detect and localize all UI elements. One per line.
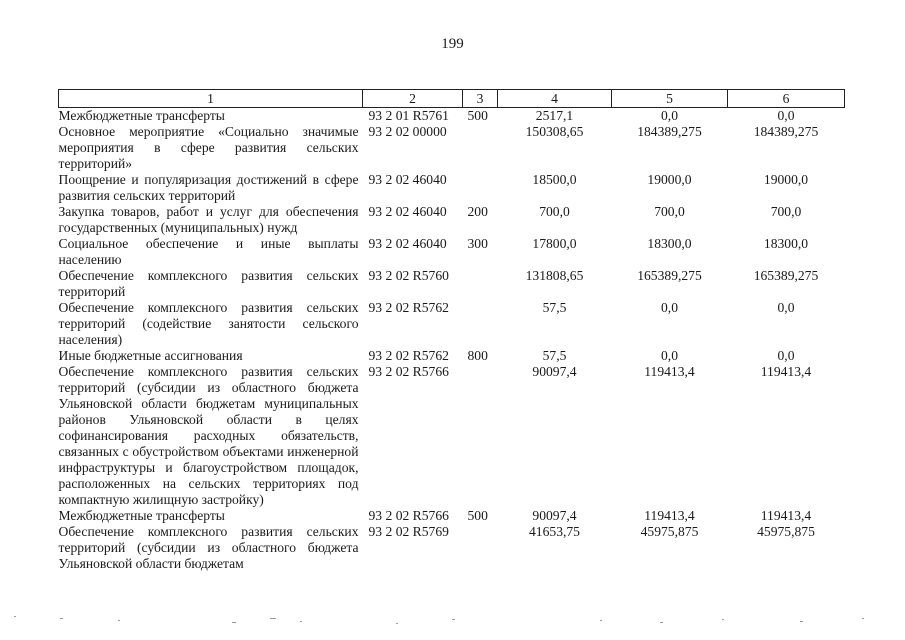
row-name-cell: Межбюджетные трансферты — [58, 508, 225, 523]
table-row — [59, 236, 845, 268]
row-code-cell: 93 2 02 R5766 — [368, 508, 449, 523]
row-code-cell: 93 2 02 46040 — [368, 204, 447, 219]
table-row — [59, 172, 845, 204]
row-value-2022-cell: 700,0 — [654, 204, 685, 219]
row-vr-cell: 200 — [467, 204, 488, 219]
row-code-cell: 93 2 02 46040 — [368, 172, 447, 187]
row-code-cell: 93 2 02 00000 — [368, 124, 447, 139]
table-row — [59, 364, 845, 508]
row-value-2023-cell: 18300,0 — [763, 236, 809, 251]
row-value-2023-cell: 19000,0 — [763, 172, 809, 187]
row-value-2022-cell: 165389,275 — [637, 268, 702, 283]
row-name-cell: Межбюджетные трансферты — [58, 108, 225, 123]
row-vr-cell — [463, 364, 498, 508]
row-vr-cell: 500 — [467, 108, 488, 123]
table-row — [59, 204, 845, 236]
row-vr-cell: 800 — [467, 348, 488, 363]
table-row — [59, 300, 845, 348]
row-value-2021-cell: 18500,0 — [532, 172, 577, 187]
row-value-2022-cell: 45975,875 — [640, 524, 699, 539]
row-value-2022-cell: 184389,275 — [637, 124, 702, 139]
row-name-cell: Обеспечение комплексного развития сельских территорий (субсидии из областного бюджета Ульяновской области бюджетам муниципальных районов Ульяновской области в целях софинансирования расходных обязательств, связанных с обустройством объектами инженерной инфраструктуры и благоустройством площадок, расположенных на сельских территориях под компактную жилищную застройку) — [58, 364, 359, 507]
row-value-2022-cell: 0,0 — [661, 108, 678, 123]
row-vr-cell — [463, 524, 498, 572]
row-name-cell: Обеспечение комплексного развития сельских территорий (содействие занятости сельского населения) — [58, 300, 359, 347]
row-value-2022-cell: 0,0 — [661, 348, 678, 363]
row-code-cell: 93 2 02 R5769 — [368, 524, 449, 539]
row-name-cell: Иные бюджетные ассигнования — [58, 348, 243, 363]
row-code-cell: 93 2 02 R5762 — [368, 348, 449, 363]
row-name-cell: Поощрение и популяризация достижений в сфере развития сельских территорий — [58, 172, 359, 203]
table-row — [59, 124, 845, 172]
row-code-cell: 93 2 02 R5766 — [368, 364, 449, 379]
row-value-2021-cell: 17800,0 — [532, 236, 577, 251]
row-value-2021-cell: 150308,65 — [525, 124, 584, 139]
table-row — [59, 508, 845, 524]
row-vr-cell — [463, 268, 498, 300]
row-value-2021-cell: 700,0 — [539, 204, 570, 219]
table-row — [59, 108, 845, 125]
header-col-4: 4 — [498, 90, 612, 108]
table-header — [59, 90, 845, 108]
table-row — [59, 348, 845, 364]
scan-noise — [0, 616, 905, 640]
row-value-2022-cell: 0,0 — [661, 300, 678, 315]
row-code-cell: 93 2 02 46040 — [368, 236, 447, 251]
row-code-cell: 93 2 02 R5762 — [368, 300, 449, 315]
row-code-cell: 93 2 02 R5760 — [368, 268, 449, 283]
row-value-2021-cell: 2517,1 — [535, 108, 574, 123]
header-col-2: 2 — [363, 90, 463, 108]
row-vr-cell — [463, 172, 498, 204]
header-col-6: 6 — [728, 90, 845, 108]
row-value-2022-cell: 119413,4 — [644, 508, 695, 523]
row-value-2023-cell: 165389,275 — [753, 268, 819, 283]
row-name-cell: Социальное обеспечение и иные выплаты населению — [58, 236, 359, 267]
header-row — [59, 90, 845, 108]
header-col-1: 1 — [59, 90, 363, 108]
row-value-2023-cell: 0,0 — [777, 300, 795, 315]
row-name-cell: Закупка товаров, работ и услуг для обеспечения государственных (муниципальных) нужд — [58, 204, 359, 235]
row-name-cell: Обеспечение комплексного развития сельских территорий (субсидии из областного бюджета Ульяновской области бюджетам — [58, 524, 359, 571]
row-value-2022-cell: 19000,0 — [647, 172, 692, 187]
row-value-2021-cell: 90097,4 — [532, 364, 577, 379]
row-vr-cell — [463, 300, 498, 348]
row-value-2021-cell: 131808,65 — [525, 268, 584, 283]
page-number: 199 — [441, 36, 464, 52]
row-name-cell: Основное мероприятие «Социально значимые мероприятия в сфере развития сельских территорий» — [58, 124, 359, 171]
table-row — [59, 524, 845, 572]
row-value-2022-cell: 119413,4 — [644, 364, 695, 379]
row-value-2023-cell: 700,0 — [770, 204, 802, 219]
row-value-2021-cell: 41653,75 — [529, 524, 580, 539]
row-value-2023-cell: 0,0 — [777, 108, 795, 123]
row-value-2023-cell: 45975,875 — [757, 524, 815, 539]
row-value-2023-cell: 119413,4 — [760, 364, 812, 379]
row-value-2023-cell: 119413,4 — [760, 508, 812, 523]
row-vr-cell: 500 — [467, 508, 488, 523]
row-value-2023-cell: 184389,275 — [753, 124, 819, 139]
row-value-2021-cell: 57,5 — [542, 348, 567, 363]
table-row — [59, 268, 845, 300]
row-value-2021-cell: 57,5 — [542, 300, 567, 315]
row-value-2022-cell: 18300,0 — [647, 236, 692, 251]
row-value-2023-cell: 0,0 — [777, 348, 795, 363]
row-code-cell: 93 2 01 R5761 — [368, 108, 449, 123]
budget-table — [58, 89, 845, 572]
row-name-cell: Обеспечение комплексного развития сельских территорий — [58, 268, 359, 299]
row-vr-cell: 300 — [467, 236, 488, 251]
row-value-2021-cell: 90097,4 — [532, 508, 577, 523]
header-col-3: 3 — [463, 90, 498, 108]
table-body — [59, 108, 845, 573]
row-vr-cell — [463, 124, 498, 172]
header-col-5: 5 — [612, 90, 728, 108]
